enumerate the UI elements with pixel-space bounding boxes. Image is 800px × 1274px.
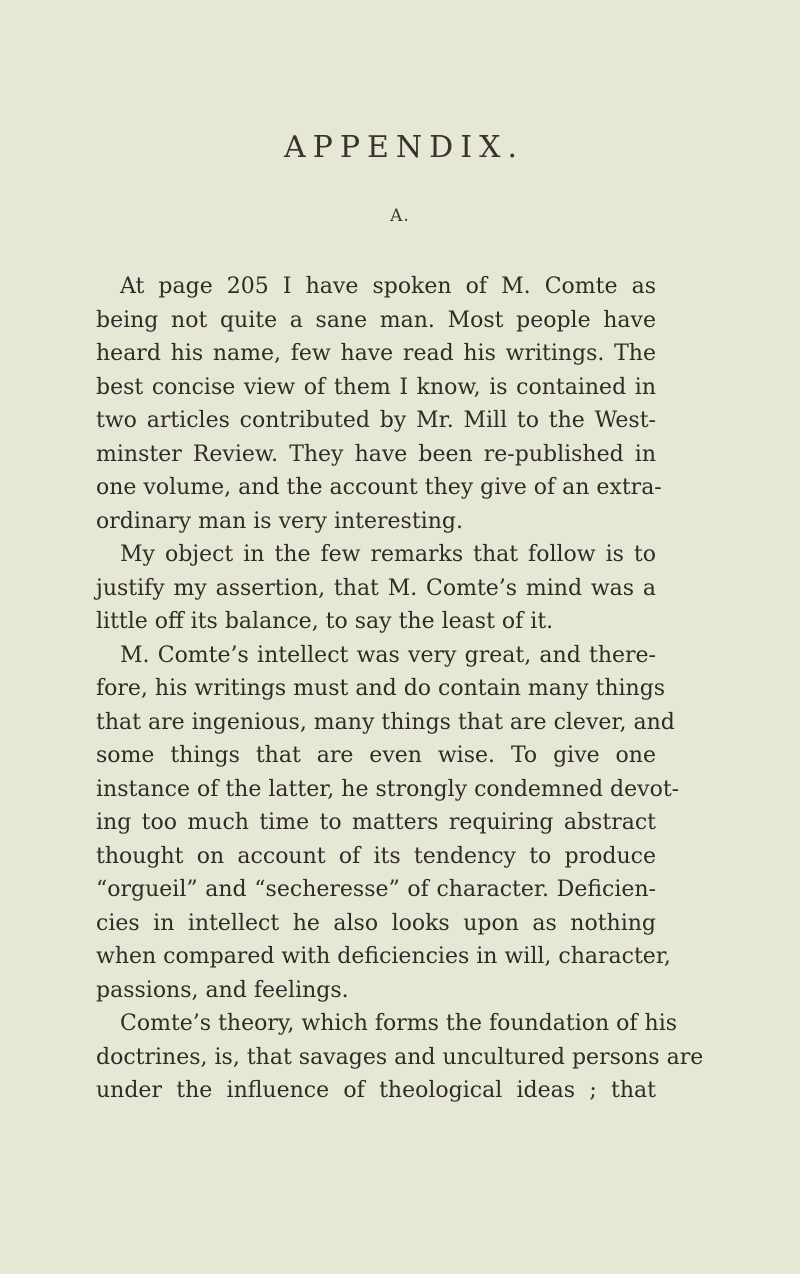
text-line: thought on account of its tendency to produce	[96, 843, 656, 869]
appendix-heading: APPENDIX.	[284, 130, 524, 165]
text-line: under the influence of theological ideas ; that	[96, 1078, 656, 1103]
text-line: Comte’s theory, which forms the foundation of his	[120, 1011, 678, 1036]
text-line: My object in the few remarks that follow is to	[120, 542, 656, 567]
text-line: being not quite a sane man. Most people have	[96, 307, 656, 333]
text-line: some things that are even wise. To give one	[96, 743, 656, 768]
text-line: little off its balance, to say the least of it.	[96, 609, 554, 634]
text-line: one volume, and the account they give of an extra-	[96, 475, 662, 500]
body-text	[96, 270, 704, 1108]
text-line: At page 205 I have spoken of M. Comte as	[120, 274, 656, 299]
text-line: fore, his writings must and do contain many things	[96, 676, 666, 701]
text-line: ordinary man is very interesting.	[96, 508, 463, 534]
text-line: minster Review. They have been re-published in	[96, 441, 656, 467]
text-line: best concise view of them I know, is contained in	[96, 374, 656, 400]
text-line: two articles contributed by Mr. Mill to the West-	[96, 408, 656, 433]
text-line: doctrines, is, that savages and uncultured persons are	[96, 1044, 704, 1070]
text-line: passions, and feelings.	[96, 977, 349, 1003]
text-line: “orgueil” and “secheresse” of character. Deficien-	[96, 877, 656, 902]
text-line: M. Comte’s intellect was very great, and there-	[120, 642, 656, 668]
section-label: A.	[390, 206, 410, 226]
text-line: ing too much time to matters requiring abstract	[96, 810, 656, 835]
text-line: instance of the latter, he strongly condemned devot-	[96, 776, 680, 802]
text-line: when compared with deficiencies in will, character,	[96, 944, 671, 969]
text-line: justify my assertion, that M. Comte’s mind was a	[96, 575, 656, 601]
text-line: heard his name, few have read his writings. The	[96, 341, 656, 366]
text-line: that are ingenious, many things that are clever, and	[96, 709, 675, 735]
text-line: cies in intellect he also looks upon as nothing	[96, 910, 656, 936]
